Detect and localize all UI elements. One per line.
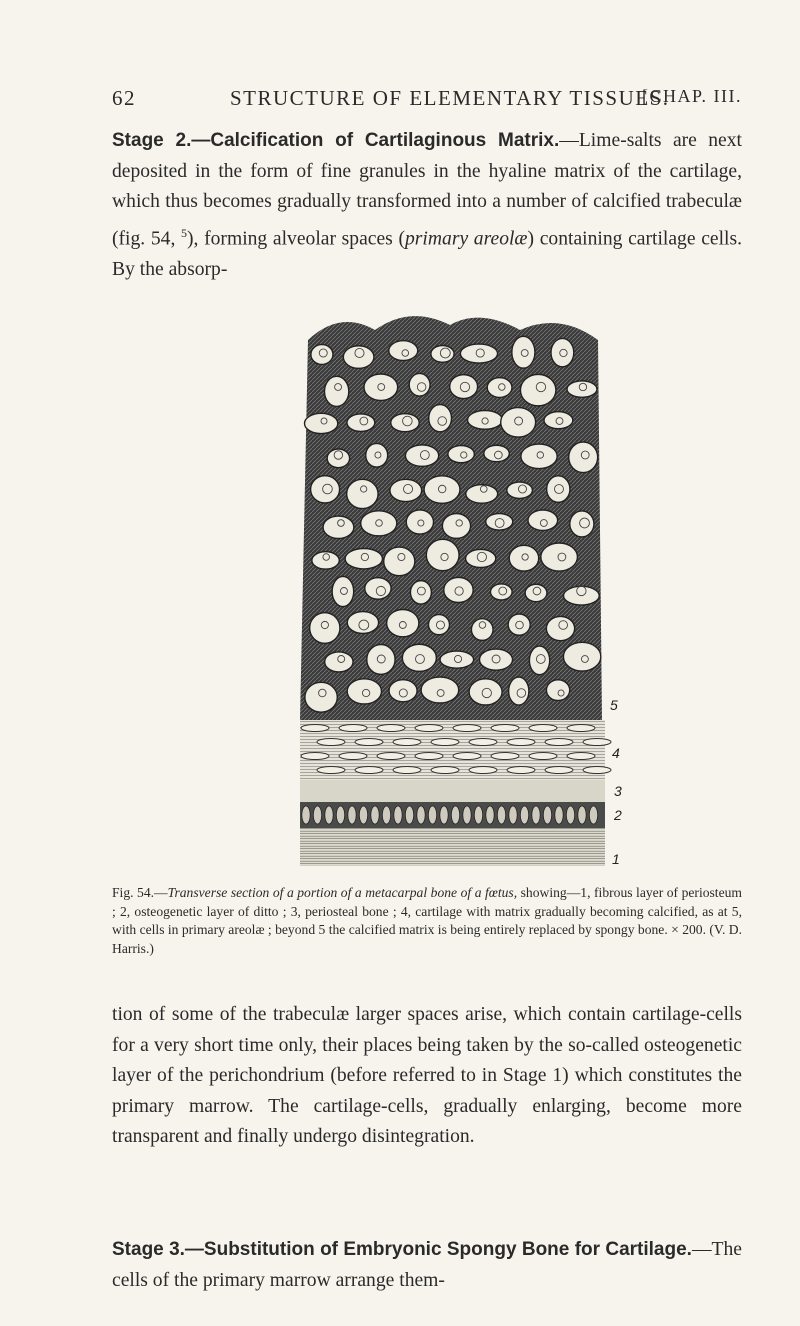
osteoblast [532, 806, 540, 824]
osteoblast [417, 806, 425, 824]
flat-cell [393, 767, 421, 774]
osteoblast [325, 806, 333, 824]
flat-cell [377, 753, 405, 760]
osteoblast [486, 806, 494, 824]
areola-cell [541, 543, 578, 571]
areola-cell [366, 443, 388, 467]
osteoblast [589, 806, 597, 824]
superscript-5: 5 [181, 225, 188, 240]
flat-cell [567, 753, 595, 760]
areola-cell [365, 578, 391, 600]
areola-cell [327, 449, 349, 468]
areola-cell [569, 442, 598, 473]
flat-cell [377, 725, 405, 732]
areola-cell [440, 651, 474, 668]
osteoblast [382, 806, 390, 824]
areola-cell [305, 413, 338, 433]
osteoblast [578, 806, 586, 824]
flat-cell [339, 725, 367, 732]
osteoblast [336, 806, 344, 824]
osteoblast [405, 806, 413, 824]
areola-cell [324, 376, 348, 406]
areola-cell [402, 644, 436, 671]
flat-cell [545, 739, 573, 746]
areola-cell [406, 510, 433, 534]
areola-cell [444, 577, 473, 602]
areola-cell [469, 679, 502, 705]
flat-cell [529, 753, 557, 760]
paragraph-text: tion of some of the trabeculæ larger spaces arise, which contain cartilage-cells for a very short time only, their places being taken by the so-called osteogenetic layer of the perichondrium (before referred to in Stage 1) which constitutes the primary marrow. The cartilage-cells, gradually enlarging, become more transparent and finally undergo disintegration. [112, 1004, 742, 1147]
areola-cell [521, 444, 557, 468]
areola-cell [387, 609, 419, 636]
flat-cell [583, 739, 611, 746]
areola-cell [428, 615, 449, 635]
areola-cell [450, 375, 478, 399]
areola-cell [520, 374, 555, 405]
flat-cell [567, 725, 595, 732]
figure-drawing [280, 300, 635, 878]
figure-number: Fig. 54.— [112, 885, 168, 900]
osteoblast [555, 806, 563, 824]
osteoblast [463, 806, 471, 824]
osteoblast [302, 806, 310, 824]
areola-cell [529, 646, 549, 675]
flat-cell [317, 739, 345, 746]
flat-cell [431, 767, 459, 774]
areola-cell [384, 547, 415, 576]
osteoblast [509, 806, 517, 824]
paragraph-stage-3 [112, 1235, 742, 1296]
areola-cell [429, 405, 452, 432]
areola-cell [512, 336, 535, 368]
areola-cell [389, 680, 417, 702]
areola-cell [546, 680, 569, 701]
label-3: 3 [614, 783, 622, 799]
paragraph-text: ), forming alveolar spaces ( [187, 228, 405, 250]
areola-cell [479, 649, 512, 670]
osteoblast [394, 806, 402, 824]
areola-cell [405, 445, 438, 466]
osteoblast [451, 806, 459, 824]
areola-cell [501, 408, 536, 437]
areola-cell [484, 445, 509, 461]
osteoblast [474, 806, 482, 824]
areola-cell [347, 679, 381, 704]
areola-cell [508, 614, 530, 635]
histology-figure [280, 300, 635, 878]
areola-cell [544, 412, 573, 429]
flat-cell [431, 739, 459, 746]
paragraph-text: —The cells of the primary marrow arrange them- [112, 1239, 742, 1291]
areola-cell [442, 514, 470, 539]
paragraph-continued [112, 1000, 742, 1153]
areola-cell [323, 516, 354, 538]
flat-cell [491, 753, 519, 760]
flat-cell [453, 753, 481, 760]
areola-cell [305, 682, 337, 712]
areola-cell [345, 548, 382, 568]
flat-cell [339, 753, 367, 760]
areola-cell [310, 613, 340, 644]
label-5: 5 [610, 697, 618, 713]
osteoblast [566, 806, 574, 824]
flat-cell [469, 767, 497, 774]
areola-cell [509, 677, 529, 705]
areola-cell [311, 476, 340, 503]
flat-cell [545, 767, 573, 774]
osteoblast [348, 806, 356, 824]
areola-cell [466, 485, 498, 503]
flat-cell [507, 767, 535, 774]
osteoblast [497, 806, 505, 824]
paragraph-text: ) containing cartilage cells. By the absorp- [112, 228, 742, 280]
flat-cell [529, 725, 557, 732]
flat-cell [355, 739, 383, 746]
label-4: 4 [612, 745, 620, 761]
running-title: STRUCTURE OF ELEMENTARY TISSUES. [230, 86, 670, 110]
osteoblast [543, 806, 551, 824]
paragraph-text: —Lime-salts are next deposited in the form of fine granules in the hyaline matrix of the cartilage, which thus becomes gradually transformed into a number of calcified trabeculæ (fig. 54, [112, 130, 742, 250]
areola-cell [547, 476, 570, 503]
areola-cell [410, 581, 431, 604]
caption-text: showing—1, fibrous layer of periosteum ; 2, osteogenetic layer of ditto ; 3, periosteal bone ; 4, cartilage with matrix gradually becoming calcified, as at 5, with cells in primary areolæ ; beyond 5 the calcified matrix is being entirely replaced by spongy bone. × 200. (V. D. Harris.) [112, 885, 742, 956]
flat-cell [583, 767, 611, 774]
label-2: 2 [614, 807, 622, 823]
areola-cell [347, 414, 375, 431]
chapter-label: [CHAP. III. [642, 86, 742, 106]
running-header [112, 80, 742, 116]
areola-cell [528, 510, 558, 530]
areola-cell [409, 373, 430, 396]
osteoblast [440, 806, 448, 824]
flat-cell [453, 725, 481, 732]
flat-cell [317, 767, 345, 774]
caption-italic: Transverse section of a portion of a metacarpal bone of a fœtus, [167, 885, 518, 900]
flat-cell [415, 725, 443, 732]
page-number: 62 [112, 86, 136, 110]
stage-3-heading: Stage 3.—Substitution of Embryonic Spongy Bone for Cartilage. [112, 1239, 692, 1260]
areola-cell [332, 576, 354, 606]
areola-cell [551, 338, 574, 366]
stage-2-heading: Stage 2.—Calcification of Cartilaginous Matrix. [112, 130, 560, 151]
areola-cell [347, 479, 378, 508]
areola-cell [311, 345, 333, 365]
areola-cell [487, 378, 512, 398]
flat-cell [415, 753, 443, 760]
italic-term: primary areolæ [405, 228, 528, 250]
areola-cell [367, 645, 395, 675]
flat-cell [393, 739, 421, 746]
areola-cell [490, 584, 512, 600]
areola-cell [467, 410, 502, 429]
paragraph-stage-2 [112, 126, 742, 285]
osteoblast [520, 806, 528, 824]
areola-cell [460, 344, 497, 363]
osteoblast [359, 806, 367, 824]
areola-cell [570, 511, 594, 537]
fibrous-layer [300, 828, 605, 866]
areola-cell [424, 476, 460, 504]
flat-cell [469, 739, 497, 746]
osteoblast [371, 806, 379, 824]
areola-cell [390, 479, 422, 501]
flat-cell [355, 767, 383, 774]
areola-cell [426, 539, 459, 570]
figure-caption [112, 884, 742, 958]
flat-cell [491, 725, 519, 732]
flat-cell [301, 725, 329, 732]
flat-cell [301, 753, 329, 760]
label-1: 1 [612, 851, 620, 867]
flat-cell [507, 739, 535, 746]
areola-cell [364, 374, 398, 400]
areola-cell [509, 545, 538, 571]
areola-cell [361, 511, 397, 536]
osteoblast [313, 806, 321, 824]
periosteal-bone [300, 780, 605, 802]
osteoblast [428, 806, 436, 824]
areola-cell [507, 482, 533, 498]
